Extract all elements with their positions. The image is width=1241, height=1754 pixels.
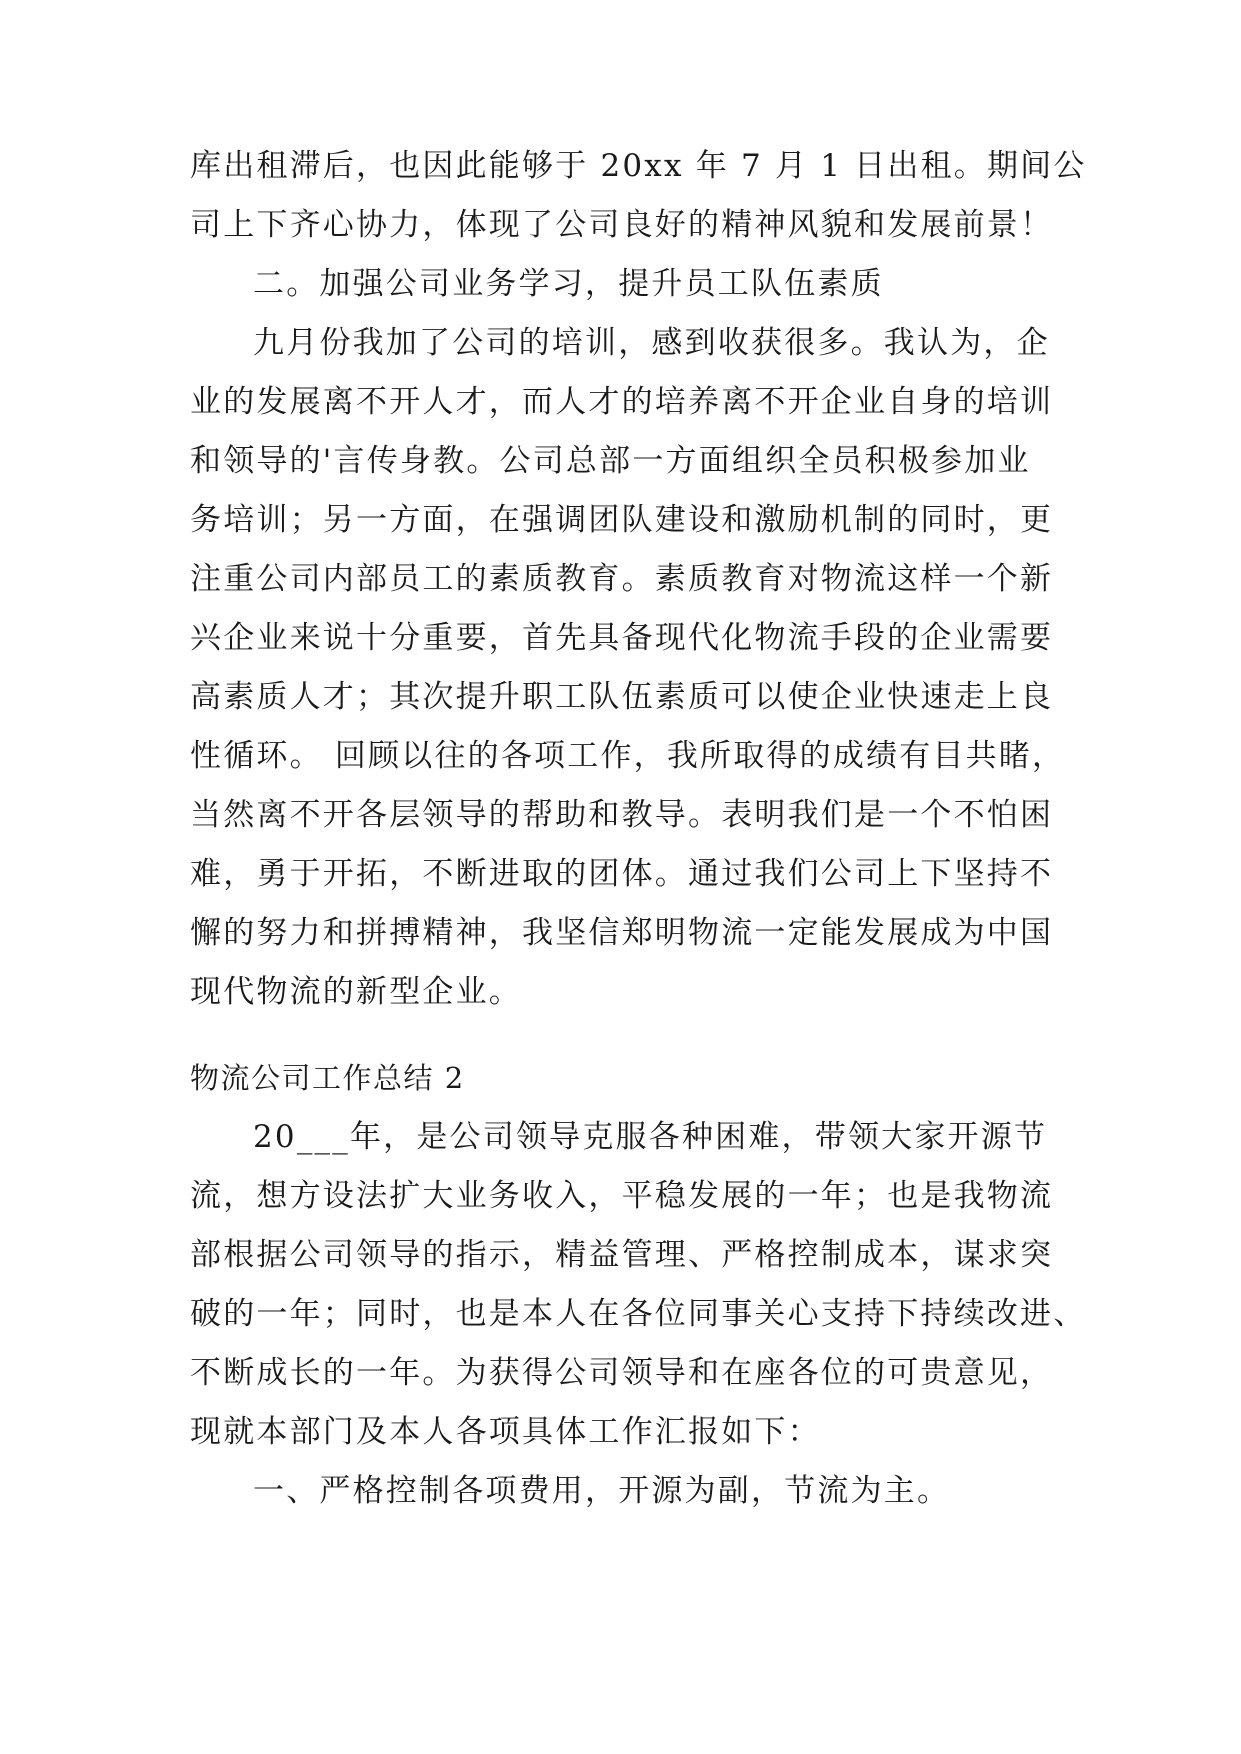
paragraph-line: 流，想方设法扩大业务收入，平稳发展的一年；也是我物流 (190, 1178, 1054, 1214)
paragraph-line: 性循环。 回顾以往的各项工作，我所取得的成绩有目共睹， (190, 738, 1066, 774)
paragraph-line: 兴企业来说十分重要，首先具备现代化物流手段的企业需要 (190, 620, 1054, 656)
section-title: 物流公司工作总结 2 (190, 1061, 465, 1095)
paragraph-line: 业的发展离不开人才，而人才的培养离不开企业自身的培训 (190, 384, 1054, 420)
paragraph-line: 九月份我加了公司的培训，感到收获很多。我认为，企 (253, 325, 1050, 361)
section-2-title-block (190, 1049, 1050, 1108)
subheading-line: 二。加强公司业务学习，提升员工队伍素质 (253, 266, 884, 302)
paragraph-line: 注重公司内部员工的素质教育。素质教育对物流这样一个新 (190, 561, 1054, 597)
paragraph-line: 现就本部门及本人各项具体工作汇报如下： (190, 1414, 821, 1450)
paragraph-line: 库出租滞后，也因此能够于 20xx 年 7 月 1 日出租。期间公 (190, 148, 1087, 184)
paragraph-line: 20___年，是公司领导克服各种困难，带领大家开源节 (253, 1119, 1048, 1155)
section-2-body (190, 1108, 1087, 1521)
paragraph-line: 高素质人才；其次提升职工队伍素质可以使企业快速走上良 (190, 679, 1054, 715)
paragraph-line: 司上下齐心协力，体现了公司良好的精神风貌和发展前景！ (190, 207, 1054, 243)
paragraph-line: 难，勇于开拓，不断进取的团体。通过我们公司上下坚持不 (190, 856, 1054, 892)
paragraph-line: 懈的努力和拼搏精神，我坚信郑明物流一定能发展成为中国 (190, 915, 1054, 951)
paragraph-line: 破的一年；同时，也是本人在各位同事关心支持下持续改进、 (190, 1296, 1087, 1332)
section-1-body (190, 137, 1087, 1022)
paragraph-line: 当然离不开各层领导的帮助和教导。表明我们是一个不怕困 (190, 797, 1054, 833)
paragraph-line: 现代物流的新型企业。 (190, 974, 522, 1010)
paragraph-line: 务培训；另一方面，在强调团队建设和激励机制的同时，更 (190, 502, 1054, 538)
paragraph-line: 和领导的'言传身教。公司总部一方面组织全员积极参加业 (190, 443, 1031, 479)
paragraph-line: 部根据公司领导的指示，精益管理、严格控制成本，谋求突 (190, 1237, 1054, 1273)
subheading-line: 一、严格控制各项费用，开源为副，节流为主。 (253, 1473, 951, 1509)
paragraph-line: 不断成长的一年。为获得公司领导和在座各位的可贵意见， (190, 1355, 1054, 1391)
